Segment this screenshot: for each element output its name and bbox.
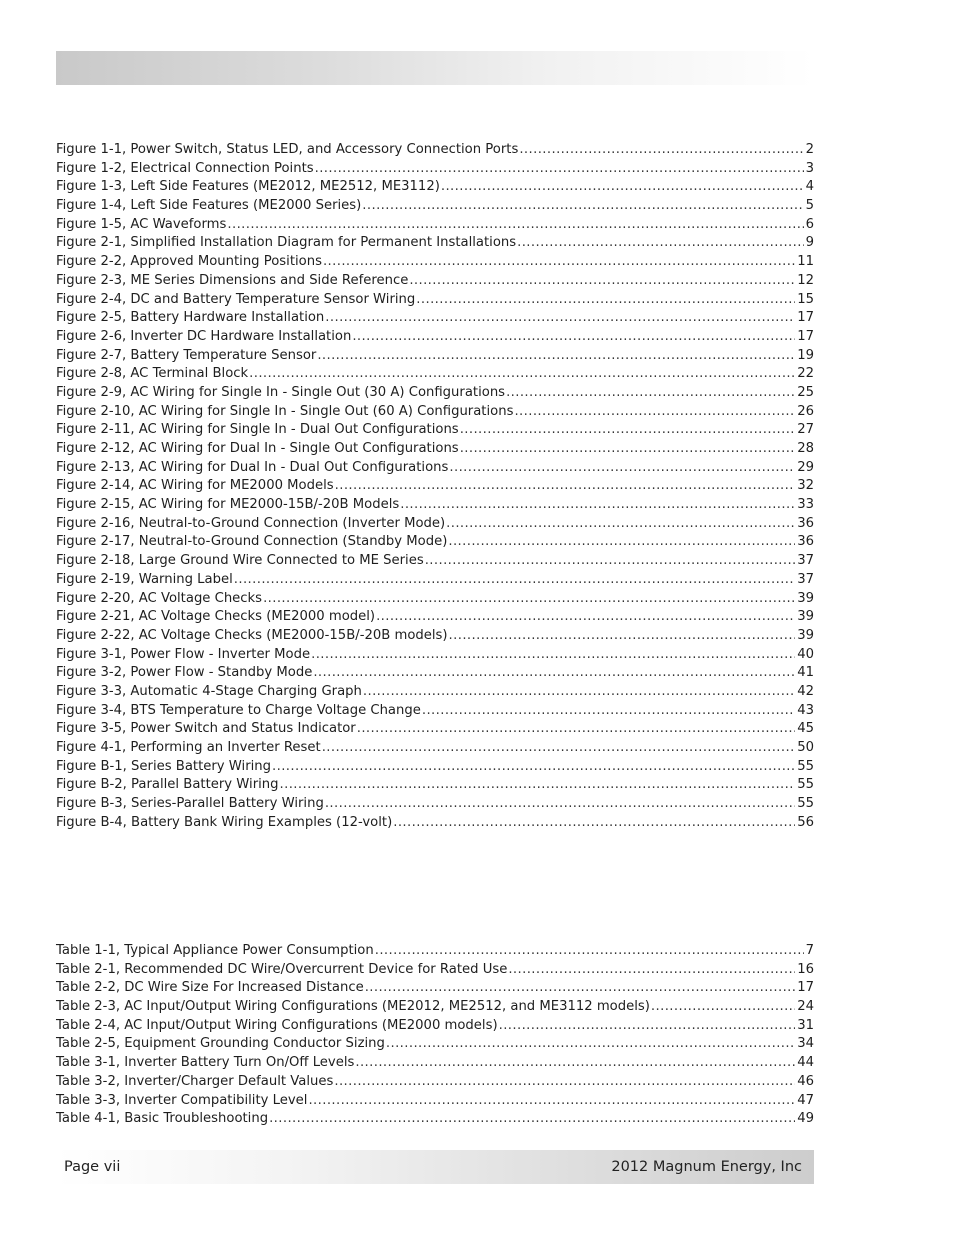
dot-leader [355,1054,795,1073]
toc-entry-label: Table 3-3, Inverter Compatibility Level [56,1092,308,1108]
dot-leader [460,421,796,440]
dot-leader [448,533,795,552]
table-entry[interactable] [56,1092,814,1111]
figure-entry[interactable] [56,141,814,160]
figure-entry[interactable] [56,795,814,814]
toc-entry-page: 46 [797,1073,814,1089]
toc-entry-label: Figure 2-7, Battery Temperature Sensor [56,347,317,363]
toc-entry-label: Table 3-2, Inverter/Charger Default Values [56,1073,334,1089]
toc-entry-label: Figure 3-4, BTS Temperature to Charge Voltage Change [56,702,421,718]
toc-entry-page: 7 [805,943,814,958]
dot-leader [357,720,795,739]
table-entry[interactable] [56,1073,814,1092]
figure-entry[interactable] [56,459,814,478]
table-entry[interactable] [56,1054,814,1073]
toc-entry-label: Table 2-3, AC Input/Output Wiring Configurations (ME2012, ME2512, and ME3112 models) [56,999,650,1015]
toc-entry-page: 43 [797,702,814,718]
toc-entry-page: 39 [797,609,814,625]
figure-entry[interactable] [56,533,814,552]
toc-entry-page: 33 [797,497,814,513]
table-entry[interactable] [56,998,814,1017]
toc-entry-label: Figure 2-6, Inverter DC Hardware Installation [56,328,352,344]
toc-entry-page: 37 [797,571,814,587]
table-entry[interactable] [56,961,814,980]
figure-entry[interactable] [56,477,814,496]
table-entry[interactable] [56,1017,814,1036]
figure-entry[interactable] [56,328,814,347]
toc-entry-page: 5 [805,198,814,214]
toc-entry-label: Figure 1-2, Electrical Connection Points [56,160,314,176]
figure-entry[interactable] [56,702,814,721]
page-number: Page vii [64,1159,121,1175]
figure-entry[interactable] [56,234,814,253]
toc-entry-label: Figure 1-5, AC Waveforms [56,216,227,232]
figure-entry[interactable] [56,720,814,739]
toc-entry-label: Figure 2-13, AC Wiring for Dual In - Dual Out Configurations [56,459,449,475]
dot-leader [393,814,795,833]
dot-leader [280,776,796,795]
dot-leader [506,384,795,403]
toc-entry-page: 37 [797,553,814,569]
toc-entry-label: Figure B-3, Series-Parallel Battery Wiring [56,796,324,812]
figure-entry[interactable] [56,814,814,833]
dot-leader [352,328,795,347]
table-entry[interactable] [56,979,814,998]
toc-entry-page: 39 [797,627,814,643]
dot-leader [249,365,795,384]
dot-leader [234,571,795,590]
toc-entry-page: 44 [797,1055,814,1071]
toc-entry-label: Table 4-1, Basic Troubleshooting [56,1111,269,1127]
toc-entry-page: 4 [805,179,814,195]
dot-leader [449,627,796,646]
figure-entry[interactable] [56,421,814,440]
toc-entry-label: Figure 2-4, DC and Battery Temperature Sensor Wiring [56,291,416,307]
toc-entry-label: Figure 1-4, Left Side Features (ME2000 Series) [56,198,362,214]
figure-entry[interactable] [56,291,814,310]
toc-entry-label: Table 2-2, DC Wire Size For Increased Distance [56,980,364,996]
toc-entry-label: Figure 2-14, AC Wiring for ME2000 Models [56,478,334,494]
dot-leader [508,961,795,980]
figure-entry[interactable] [56,197,814,216]
table-entry[interactable] [56,942,814,961]
toc-entry-label: Figure 2-8, AC Terminal Block [56,366,249,382]
figure-entry[interactable] [56,440,814,459]
list-of-tables [56,942,814,1129]
figure-entry[interactable] [56,608,814,627]
toc-entry-page: 15 [797,291,814,307]
toc-entry-page: 17 [797,980,814,996]
figure-entry[interactable] [56,515,814,534]
dot-leader [334,1073,795,1092]
toc-entry-page: 55 [797,796,814,812]
dot-leader [269,1110,795,1129]
toc-entry-page: 39 [797,590,814,606]
figure-entry[interactable] [56,178,814,197]
toc-entry-page: 12 [797,272,814,288]
dot-leader [375,942,804,961]
toc-entry-label: Figure 3-1, Power Flow - Inverter Mode [56,646,311,662]
figure-entry[interactable] [56,776,814,795]
table-entry[interactable] [56,1035,814,1054]
toc-entry-page: 36 [797,534,814,550]
toc-entry-label: Figure 2-5, Battery Hardware Installation [56,310,325,326]
dot-leader [365,979,796,998]
toc-entry-label: Figure B-4, Battery Bank Wiring Examples (12-volt) [56,814,393,830]
dot-leader [449,459,795,478]
toc-entry-label: Figure 2-1, Simplified Installation Diagram for Permanent Installations [56,235,517,251]
dot-leader [315,160,804,179]
dot-leader [519,141,803,160]
toc-entry-label: Figure 3-5, Power Switch and Status Indicator [56,721,356,737]
toc-entry-page: 24 [797,999,814,1015]
toc-entry-label: Figure 2-19, Warning Label [56,571,233,587]
figure-entry[interactable] [56,552,814,571]
figure-entry[interactable] [56,216,814,235]
toc-entry-page: 19 [797,347,814,363]
header-bar [56,51,814,85]
dot-leader [446,515,795,534]
toc-entry-page: 34 [797,1036,814,1052]
toc-entry-label: Figure 2-11, AC Wiring for Single In - Dual Out Configurations [56,422,459,438]
figure-entry[interactable] [56,739,814,758]
figure-entry[interactable] [56,384,814,403]
figure-entry[interactable] [56,347,814,366]
dot-leader [272,758,795,777]
toc-entry-label: Table 2-1, Recommended DC Wire/Overcurrent Device for Rated Use [56,961,508,977]
figure-entry[interactable] [56,272,814,291]
toc-entry-page: 42 [797,683,814,699]
dot-leader [416,291,795,310]
figure-entry[interactable] [56,683,814,702]
toc-entry-page: 2 [805,142,814,157]
toc-entry-label: Figure 2-16, Neutral-to-Ground Connection (Inverter Mode) [56,515,446,531]
toc-entry-page: 56 [797,814,814,830]
toc-entry-page: 41 [797,665,814,681]
toc-entry-label: Figure 3-3, Automatic 4-Stage Charging Graph [56,683,362,699]
figure-entry[interactable] [56,253,814,272]
dot-leader [422,702,795,721]
toc-entry-label: Figure 2-3, ME Series Dimensions and Side Reference [56,272,409,288]
toc-entry-page: 17 [797,310,814,326]
dot-leader [376,608,795,627]
dot-leader [363,683,795,702]
dot-leader [514,403,795,422]
toc-entry-page: 50 [797,740,814,755]
toc-entry-label: Figure 2-17, Neutral-to-Ground Connection (Standby Mode) [56,534,448,550]
toc-entry-page: 17 [797,328,814,344]
toc-entry-label: Figure 3-2, Power Flow - Standby Mode [56,665,313,681]
toc-entry-page: 9 [805,235,814,251]
toc-entry-page: 29 [797,459,814,475]
toc-entry-page: 27 [797,422,814,438]
footer-bar [56,1150,814,1184]
toc-entry-label: Figure B-2, Parallel Battery Wiring [56,777,279,793]
toc-entry-page: 22 [797,366,814,382]
toc-entry-page: 40 [797,646,814,662]
dot-leader [308,1092,795,1111]
dot-leader [362,197,803,216]
dot-leader [335,477,796,496]
toc-entry-label: Figure 2-20, AC Voltage Checks [56,590,263,606]
dot-leader [322,739,796,758]
dot-leader [263,590,795,609]
toc-entry-page: 32 [797,478,814,494]
dot-leader [651,998,795,1017]
dot-leader [325,309,795,328]
toc-entry-label: Figure 2-22, AC Voltage Checks (ME2000-15B/-20B models) [56,627,448,643]
figure-entry[interactable] [56,403,814,422]
toc-entry-page: 49 [797,1111,814,1127]
toc-entry-label: Figure 2-9, AC Wiring for Single In - Single Out (30 A) Configurations [56,384,506,400]
toc-entry-page: 45 [797,721,814,737]
toc-entry-label: Figure 2-2, Approved Mounting Positions [56,254,322,270]
figure-entry[interactable] [56,365,814,384]
toc-entry-label: Figure 4-1, Performing an Inverter Reset [56,740,321,755]
dot-leader [409,272,795,291]
figure-entry[interactable] [56,571,814,590]
dot-leader [325,795,795,814]
dot-leader [317,347,795,366]
figure-entry[interactable] [56,590,814,609]
figure-entry[interactable] [56,758,814,777]
toc-entry-label: Table 3-1, Inverter Battery Turn On/Off Levels [56,1055,355,1071]
toc-entry-page: 3 [805,160,814,176]
dot-leader [425,552,796,571]
toc-entry-page: 28 [797,441,814,456]
dot-leader [227,216,803,235]
table-entry[interactable] [56,1110,814,1129]
toc-entry-page: 26 [797,403,814,419]
figure-entry[interactable] [56,627,814,646]
dot-leader [311,646,795,665]
dot-leader [441,178,804,197]
figure-entry[interactable] [56,309,814,328]
toc-entry-page: 11 [797,254,814,270]
toc-entry-page: 55 [797,758,814,774]
list-of-figures [56,141,814,832]
toc-entry-label: Figure 1-3, Left Side Features (ME2012, ME2512, ME3112) [56,179,440,195]
toc-entry-page: 16 [797,961,814,977]
dot-leader [499,1017,796,1036]
toc-entry-page: 55 [797,777,814,793]
toc-entry-page: 36 [797,515,814,531]
toc-entry-label: Figure 2-10, AC Wiring for Single In - Single Out (60 A) Configurations [56,403,514,419]
dot-leader [313,664,795,683]
toc-entry-label: Figure 2-21, AC Voltage Checks (ME2000 model) [56,609,376,625]
toc-entry-label: Figure 1-1, Power Switch, Status LED, and Accessory Connection Ports [56,142,519,157]
dot-leader [400,496,795,515]
toc-entry-label: Figure 2-12, AC Wiring for Dual In - Single Out Configurations [56,441,459,456]
toc-entry-label: Figure B-1, Series Battery Wiring [56,758,272,774]
figure-entry[interactable] [56,160,814,179]
copyright-text: 2012 Magnum Energy, Inc [611,1159,802,1175]
figure-entry[interactable] [56,646,814,665]
toc-entry-label: Table 1-1, Typical Appliance Power Consumption [56,943,374,958]
figure-entry[interactable] [56,664,814,683]
dot-leader [460,440,796,459]
dot-leader [323,253,795,272]
toc-entry-label: Figure 2-15, AC Wiring for ME2000-15B/-20B Models [56,497,400,513]
dot-leader [386,1035,795,1054]
toc-entry-page: 31 [797,1017,814,1033]
toc-entry-page: 25 [797,384,814,400]
toc-entry-page: 6 [805,216,814,232]
toc-entry-label: Table 2-5, Equipment Grounding Conductor Sizing [56,1036,385,1052]
toc-entry-label: Table 2-4, AC Input/Output Wiring Configurations (ME2000 models) [56,1017,498,1033]
dot-leader [517,234,803,253]
figure-entry[interactable] [56,496,814,515]
toc-entry-page: 47 [797,1092,814,1108]
toc-entry-label: Figure 2-18, Large Ground Wire Connected to ME Series [56,553,424,569]
